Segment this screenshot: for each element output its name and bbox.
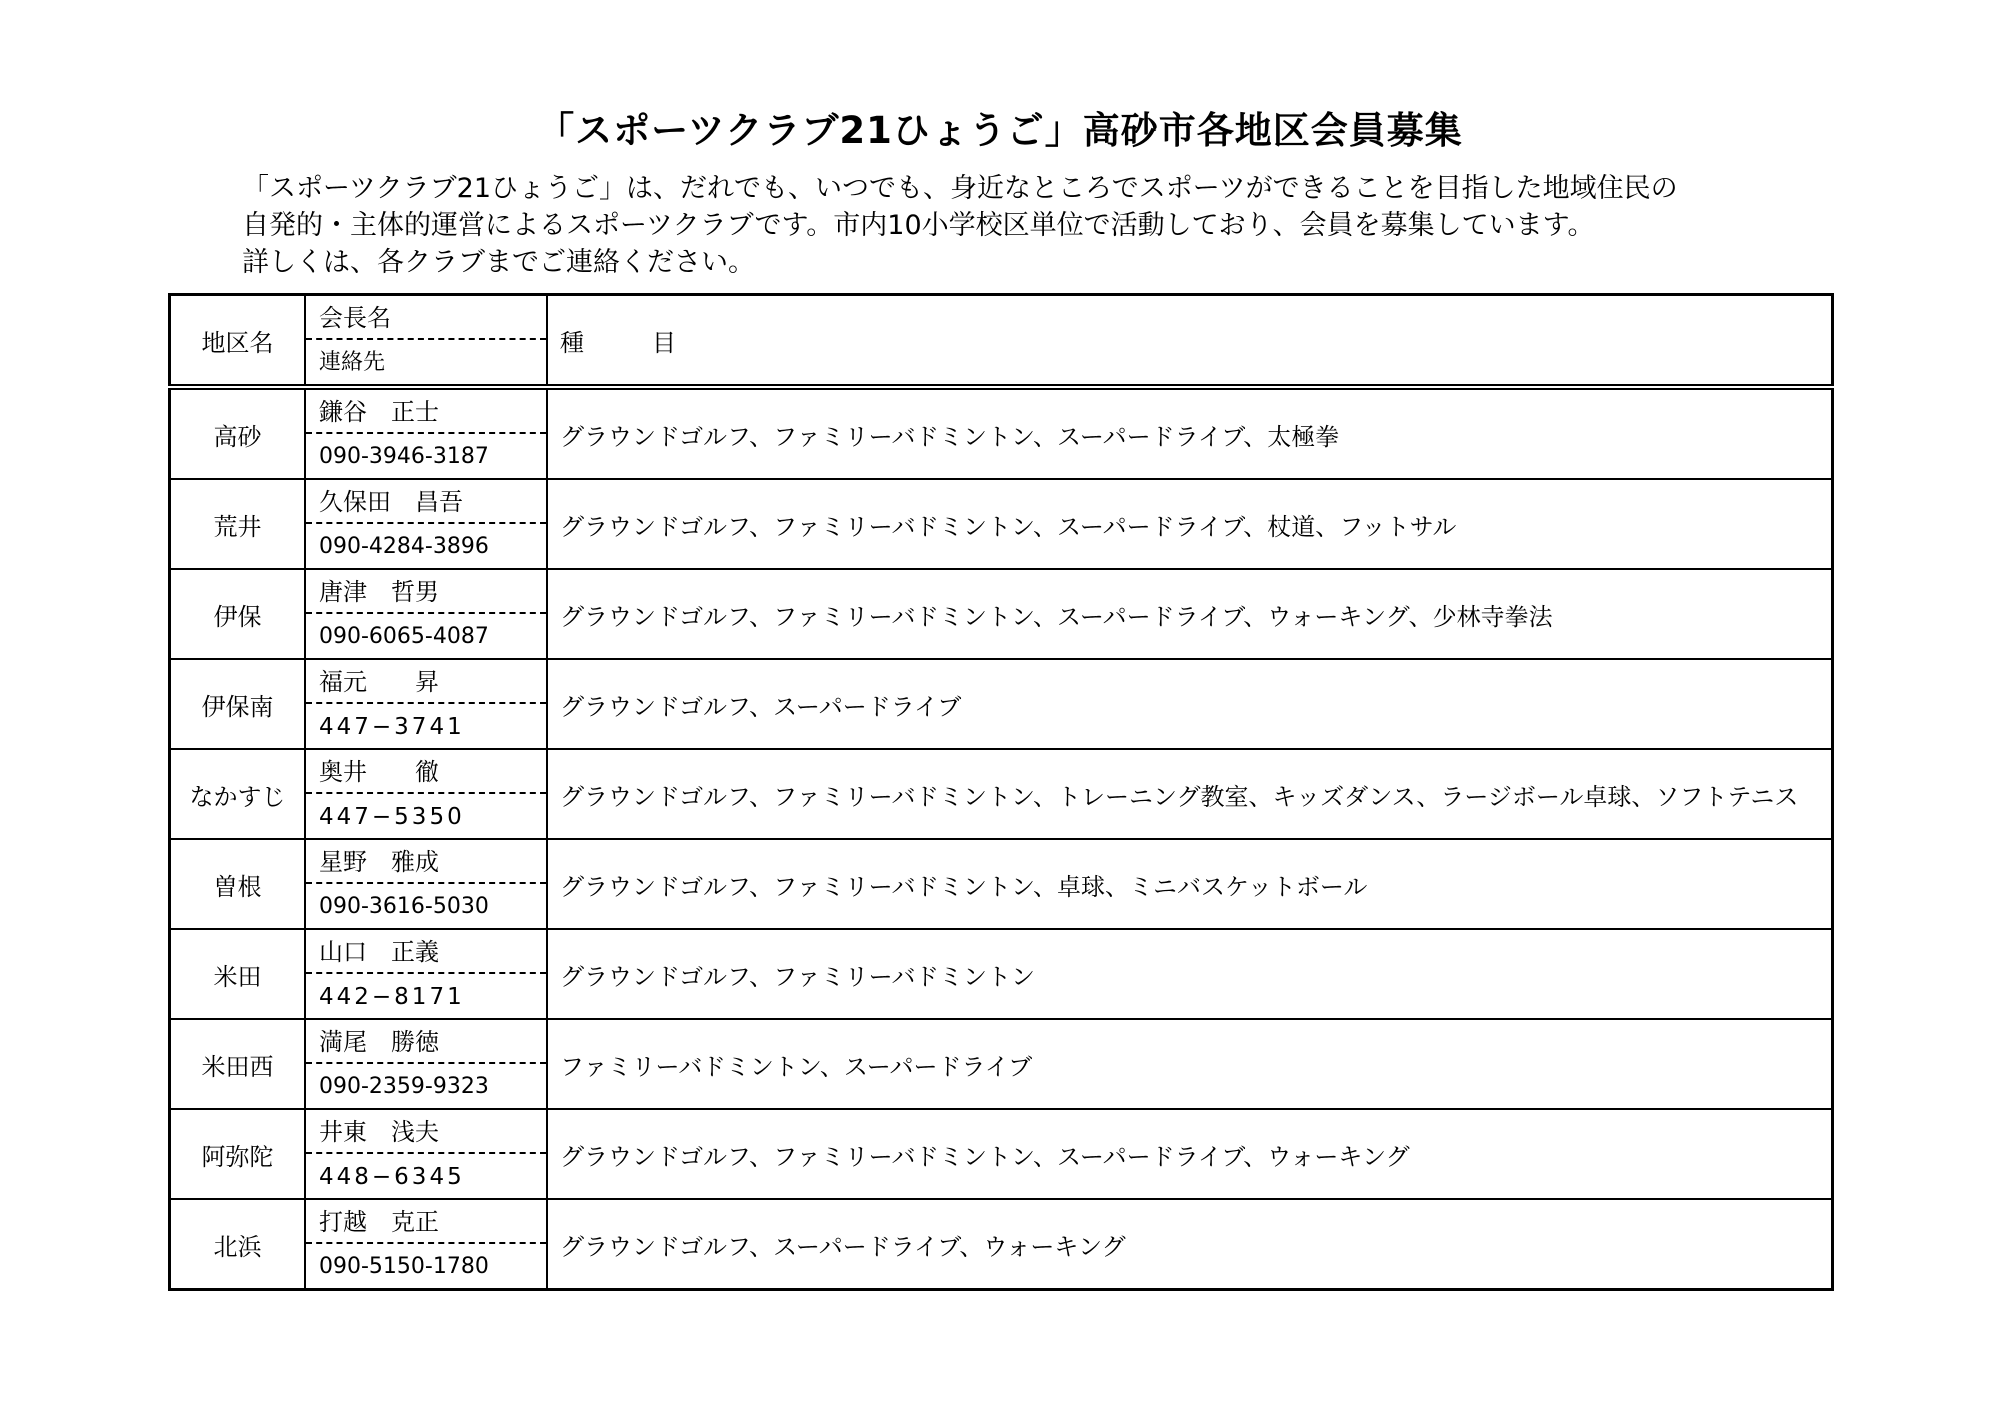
table-row xyxy=(170,929,1833,1019)
sports-cell: グラウンドゴルフ、ファミリーバドミントン、トレーニング教室、キッズダンス、ラージボール卓球、ソフトテニス xyxy=(547,749,1833,839)
intro-line: 「スポーツクラブ21ひょうご」は、だれでも、いつでも、身近なところでスポーツができることを目指した地域住民の xyxy=(242,173,1678,204)
page-title: 「スポーツクラブ21ひょうご」高砂市各地区会員募集 xyxy=(537,109,1463,152)
district-cell: 伊保 xyxy=(170,569,306,659)
header-district: 地区名 xyxy=(170,295,306,388)
header-sports: 種 目 xyxy=(560,328,698,357)
table-row xyxy=(170,1109,1833,1199)
chair-name: 星野 雅成 xyxy=(306,840,546,884)
contact-number: 090-3616-5030 xyxy=(319,894,489,919)
district-cell: なかすじ xyxy=(170,749,306,839)
intro-line: 自発的・主体的運営によるスポーツクラブです。市内10小学校区単位で活動しており、会員を募集しています。 xyxy=(242,210,1595,241)
chair-name: 久保田 昌吾 xyxy=(306,480,546,524)
sports-cell: グラウンドゴルフ、ファミリーバドミントン、スーパードライブ、太極拳 xyxy=(547,387,1833,479)
district-cell: 曽根 xyxy=(170,839,306,929)
contact-number: 442−8171 xyxy=(319,984,465,1010)
header-sports-cell xyxy=(547,295,1833,388)
contact-number: 090-6065-4087 xyxy=(319,624,489,649)
info-cell xyxy=(305,569,547,659)
chair-name: 唐津 哲男 xyxy=(306,570,546,614)
chair-name: 鎌谷 正士 xyxy=(306,390,546,434)
table-row xyxy=(170,839,1833,929)
district-cell: 米田西 xyxy=(170,1019,306,1109)
sports-cell: グラウンドゴルフ、スーパードライブ xyxy=(547,659,1833,749)
table-header-row xyxy=(170,295,1833,388)
district-cell: 荒井 xyxy=(170,479,306,569)
info-cell xyxy=(305,479,547,569)
contact-number: 447−5350 xyxy=(319,804,465,830)
chair-name: 打越 克正 xyxy=(306,1200,546,1244)
info-cell xyxy=(305,387,547,479)
header-info-cell xyxy=(305,295,547,388)
sports-cell: グラウンドゴルフ、ファミリーバドミントン、スーパードライブ、ウォーキング xyxy=(547,1109,1833,1199)
info-cell xyxy=(305,749,547,839)
info-cell xyxy=(305,839,547,929)
sports-cell: ファミリーバドミントン、スーパードライブ xyxy=(547,1019,1833,1109)
contact-number: 090-4284-3896 xyxy=(319,534,489,559)
contact-number: 090-5150-1780 xyxy=(319,1254,489,1279)
table-row xyxy=(170,1199,1833,1290)
district-cell: 高砂 xyxy=(170,387,306,479)
table-row xyxy=(170,659,1833,749)
sports-cell: グラウンドゴルフ、ファミリーバドミントン、卓球、ミニバスケットボール xyxy=(547,839,1833,929)
sports-cell: グラウンドゴルフ、ファミリーバドミントン、スーパードライブ、ウォーキング、少林寺拳法 xyxy=(547,569,1833,659)
contact-number: 090-2359-9323 xyxy=(319,1074,489,1099)
sports-cell: グラウンドゴルフ、ファミリーバドミントン xyxy=(547,929,1833,1019)
table-row xyxy=(170,569,1833,659)
chair-name: 山口 正義 xyxy=(306,930,546,974)
table-row xyxy=(170,1019,1833,1109)
header-contact: 連絡先 xyxy=(319,350,386,375)
district-cell: 米田 xyxy=(170,929,306,1019)
contact-number: 447−3741 xyxy=(319,714,465,740)
table-row xyxy=(170,387,1833,479)
district-cell: 伊保南 xyxy=(170,659,306,749)
intro-line: 詳しくは、各クラブまでご連絡ください。 xyxy=(242,247,755,278)
chair-name: 福元 昇 xyxy=(306,660,546,704)
info-cell xyxy=(305,659,547,749)
club-table xyxy=(168,293,1834,1291)
info-cell xyxy=(305,1199,547,1290)
intro-paragraph xyxy=(242,170,1942,281)
table-row xyxy=(170,749,1833,839)
info-cell xyxy=(305,1019,547,1109)
contact-number: 448−6345 xyxy=(319,1164,465,1190)
info-cell xyxy=(305,1109,547,1199)
sports-cell: グラウンドゴルフ、スーパードライブ、ウォーキング xyxy=(547,1199,1833,1290)
contact-number: 090-3946-3187 xyxy=(319,444,489,469)
info-cell xyxy=(305,929,547,1019)
district-cell: 阿弥陀 xyxy=(170,1109,306,1199)
district-cell: 北浜 xyxy=(170,1199,306,1290)
sports-cell: グラウンドゴルフ、ファミリーバドミントン、スーパードライブ、杖道、フットサル xyxy=(547,479,1833,569)
chair-name: 井東 浅夫 xyxy=(306,1110,546,1154)
table-row xyxy=(170,479,1833,569)
chair-name: 奥井 徹 xyxy=(306,750,546,794)
header-chair: 会長名 xyxy=(306,296,546,340)
chair-name: 満尾 勝徳 xyxy=(306,1020,546,1064)
